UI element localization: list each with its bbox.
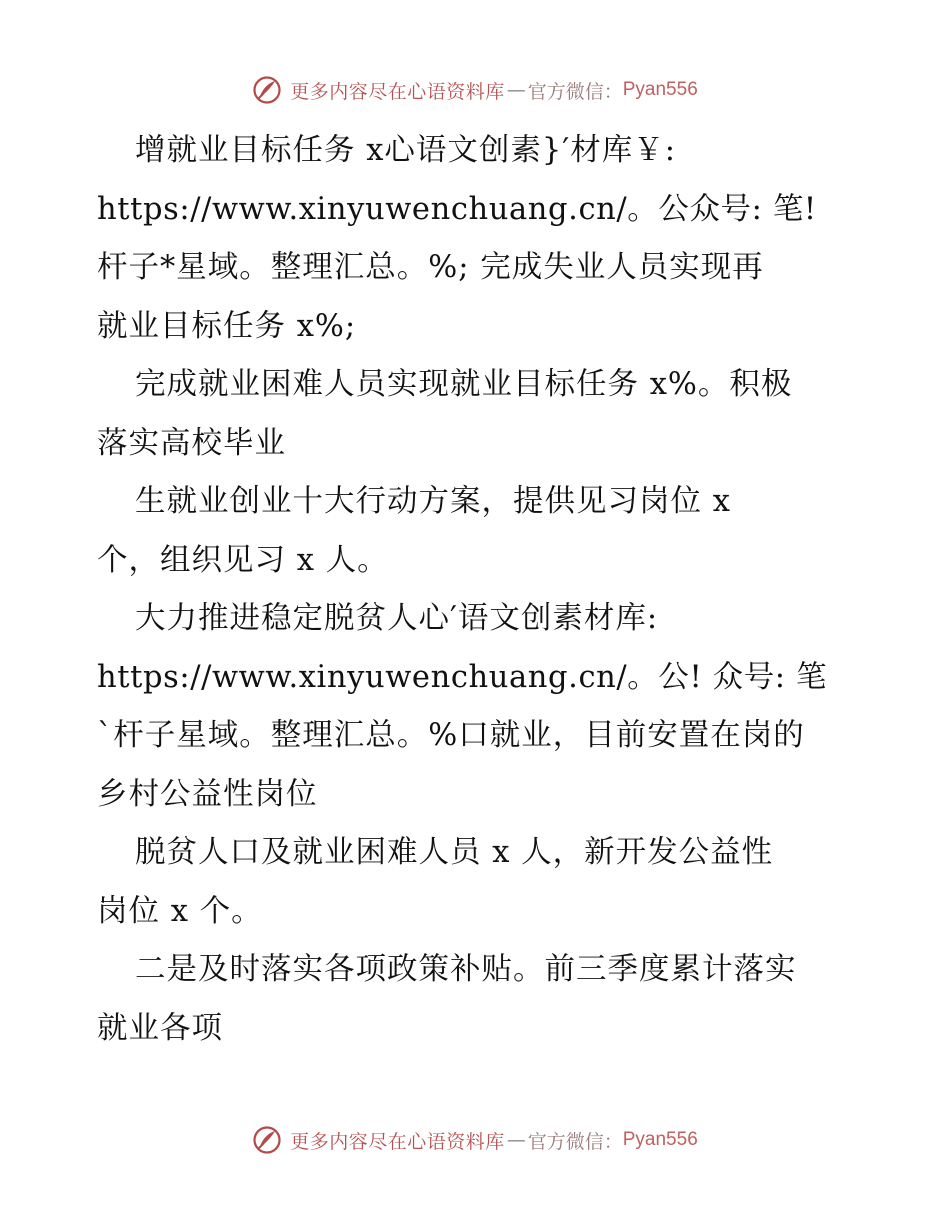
text-line: 二是及时落实各项政策补贴。前三季度累计落实 (135, 952, 797, 987)
text-line: 就业目标任务 x%; (97, 308, 357, 344)
text-line: 岗位 x 个。 (97, 893, 263, 929)
brush-logo-icon (252, 75, 282, 105)
banner-wechat-id: Pyan556 (622, 1129, 698, 1150)
footer-banner (0, 1120, 950, 1160)
banner-wechat-label: 官方微信： (527, 80, 623, 103)
text-line: 落实高校毕业 (97, 425, 286, 461)
text-line: 就业各项 (97, 1010, 223, 1046)
banner-wechat-id: Pyan556 (622, 79, 698, 100)
banner-dash: — (506, 79, 526, 101)
text-line: https://www.xinyuwenchuang.cn/。公! 众号: 笔 (97, 659, 828, 695)
document-body (97, 122, 857, 1058)
text-line: 个，组织见习 x 人。 (97, 542, 389, 578)
brush-logo-icon (252, 1125, 282, 1155)
text-line: https://www.xinyuwenchuang.cn/。公众号: 笔! (97, 191, 817, 227)
text-line: 增就业目标任务 x心语文创素}′材库￥: (135, 133, 677, 168)
text-line: 杆子*星域。整理汇总。%; 完成失业人员实现再 (97, 250, 764, 285)
text-line: `杆子星域。整理汇总。%口就业，目前安置在岗的 (97, 718, 805, 753)
text-line: 生就业创业十大行动方案，提供见习岗位 x (135, 484, 731, 519)
text-line: 脱贫人口及就业困难人员 x 人，新开发公益性 (135, 835, 774, 870)
banner-title: 更多内容尽在心语资料库 (290, 1130, 505, 1153)
text-line: 完成就业困难人员实现就业目标任务 x%。积极 (135, 367, 793, 402)
banner-dash: — (506, 1129, 526, 1151)
text-line: 乡村公益性岗位 (97, 776, 318, 812)
text-line: 大力推进稳定脱贫人心′语文创素材库: (135, 601, 659, 636)
banner-wechat-label: 官方微信： (527, 1130, 623, 1153)
header-banner (0, 70, 950, 110)
banner-title: 更多内容尽在心语资料库 (290, 80, 505, 103)
